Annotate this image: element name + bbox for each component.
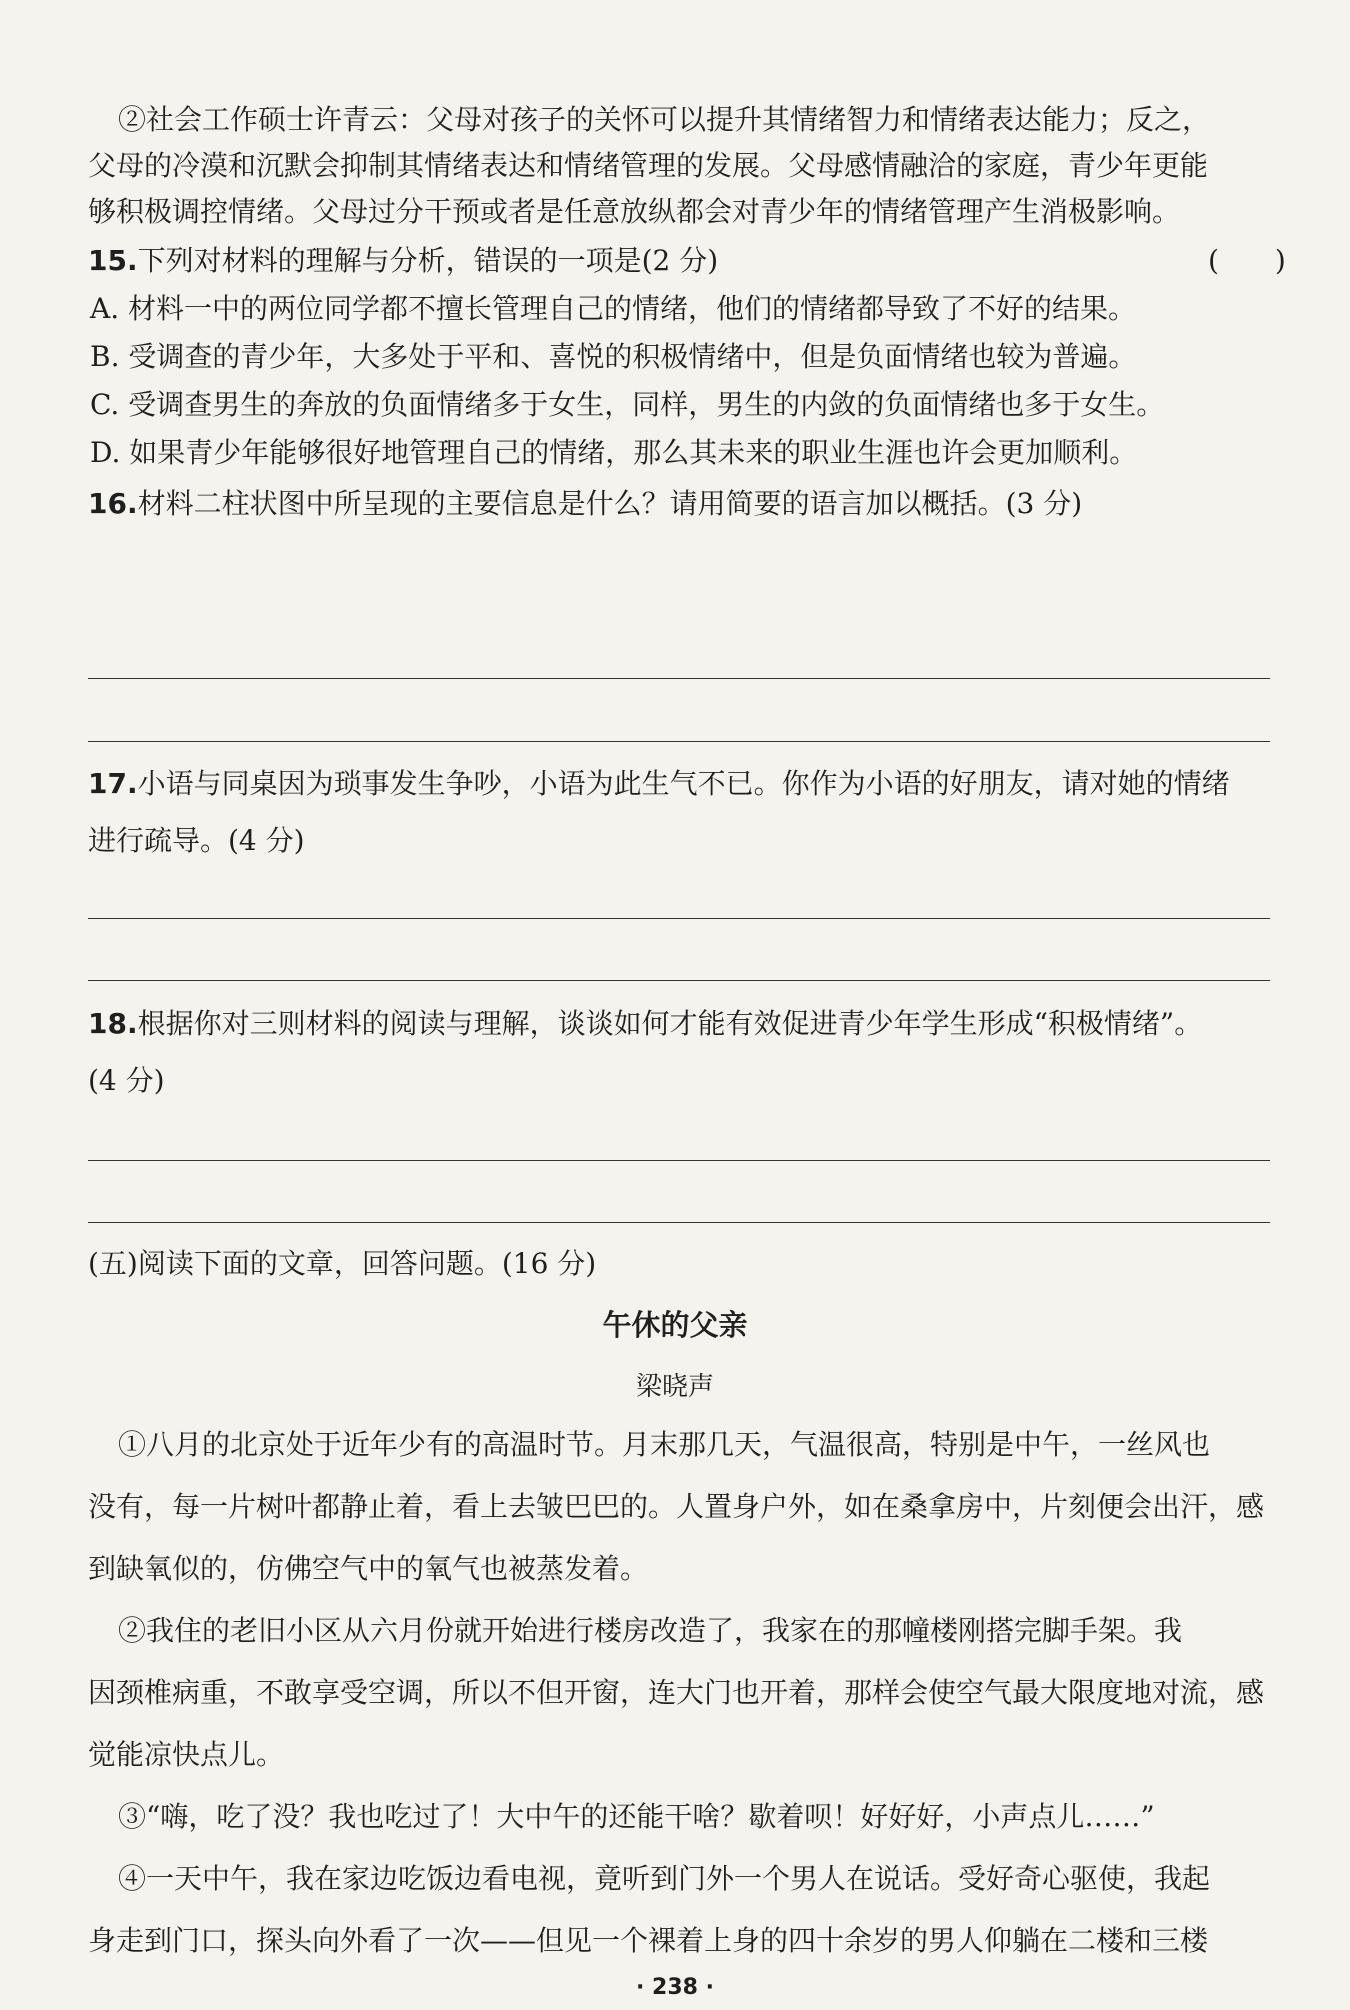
material-para-line: 够积极调控情绪。父母过分干预或者是任意放纵都会对青少年的情绪管理产生消极影响。 <box>88 195 1181 228</box>
question-number: 17. <box>88 767 138 800</box>
question-17 <box>88 766 1230 802</box>
article-para-line: 到缺氧似的，仿佛空气中的氧气也被蒸发着。 <box>88 1552 649 1585</box>
material-para-line: ②社会工作硕士许青云：父母对孩子的关怀可以提升其情绪智力和情绪表达能力；反之， <box>118 103 1211 136</box>
article-para-line: ④一天中午，我在家边吃饭边看电视，竟听到门外一个男人在说话。受好奇心驱使，我起 <box>118 1862 1211 1895</box>
question-15 <box>88 243 718 279</box>
article-para-line: ③“嗨，吃了没？我也吃过了！大中午的还能干啥？歇着呗！好好好，小声点儿……” <box>118 1800 1155 1833</box>
question-number: 18. <box>88 1007 138 1040</box>
section-heading: (五)阅读下面的文章，回答问题。(16 分) <box>88 1247 597 1280</box>
article-para-line: 觉能凉快点儿。 <box>88 1738 285 1771</box>
question-stem: 材料二柱状图中所呈现的主要信息是什么？请用简要的语言加以概括。(3 分) <box>137 487 1083 520</box>
answer-line[interactable] <box>88 1222 1270 1223</box>
article-para-line: 没有，每一片树叶都静止着，看上去皱巴巴的。人置身户外，如在桑拿房中，片刻便会出汗，感 <box>88 1490 1265 1523</box>
question-stem: 下列对材料的理解与分析，错误的一项是(2 分) <box>137 244 719 277</box>
question-stem: 根据你对三则材料的阅读与理解，谈谈如何才能有效促进青少年学生形成“积极情绪”。 <box>137 1007 1203 1040</box>
article-title: 午休的父亲 <box>602 1308 748 1342</box>
question-18 <box>88 1006 1202 1042</box>
answer-line[interactable] <box>88 980 1270 981</box>
question-16 <box>88 486 1082 522</box>
answer-line[interactable] <box>88 678 1270 679</box>
option-b: B. 受调查的青少年，大多处于平和、喜悦的积极情绪中，但是负面情绪也较为普遍。 <box>90 340 1137 373</box>
article-para-line: ①八月的北京处于近年少有的高温时节。月末那几天，气温很高，特别是中午，一丝风也 <box>118 1428 1211 1461</box>
answer-line[interactable] <box>88 1160 1270 1161</box>
material-para-line: 父母的冷漠和沉默会抑制其情绪表达和情绪管理的发展。父母感情融洽的家庭，青少年更能 <box>88 149 1209 182</box>
article-author: 梁晓声 <box>635 1372 714 1402</box>
answer-line[interactable] <box>88 918 1270 919</box>
article-para-line: ②我住的老旧小区从六月份就开始进行楼房改造了，我家在的那幢楼刚搭完脚手架。我 <box>118 1614 1183 1647</box>
option-c: C. 受调查男生的奔放的负面情绪多于女生，同样，男生的内敛的负面情绪也多于女生。 <box>90 388 1165 421</box>
question-stem: 小语与同桌因为琐事发生争吵，小语为此生气不已。你作为小语的好朋友，请对她的情绪 <box>137 767 1230 800</box>
option-d: D. 如果青少年能够很好地管理自己的情绪，那么其未来的职业生涯也许会更加顺利。 <box>90 436 1138 469</box>
article-para-line: 因颈椎病重，不敢享受空调，所以不但开窗，连大门也开着，那样会使空气最大限度地对流，感 <box>88 1676 1265 1709</box>
question-stem-cont: 进行疏导。(4 分) <box>88 824 305 857</box>
answer-paren[interactable]: ( ) <box>1208 244 1286 277</box>
question-number: 16. <box>88 487 138 520</box>
question-number: 15. <box>88 244 138 277</box>
option-a: A. 材料一中的两位同学都不擅长管理自己的情绪，他们的情绪都导致了不好的结果。 <box>90 292 1137 325</box>
article-para-line: 身走到门口，探头向外看了一次——但见一个裸着上身的四十余岁的男人仰躺在二楼和三楼 <box>88 1924 1209 1957</box>
question-stem-cont: (4 分) <box>88 1064 165 1097</box>
page-number: · 238 · <box>636 1975 714 2000</box>
answer-line[interactable] <box>88 741 1270 742</box>
